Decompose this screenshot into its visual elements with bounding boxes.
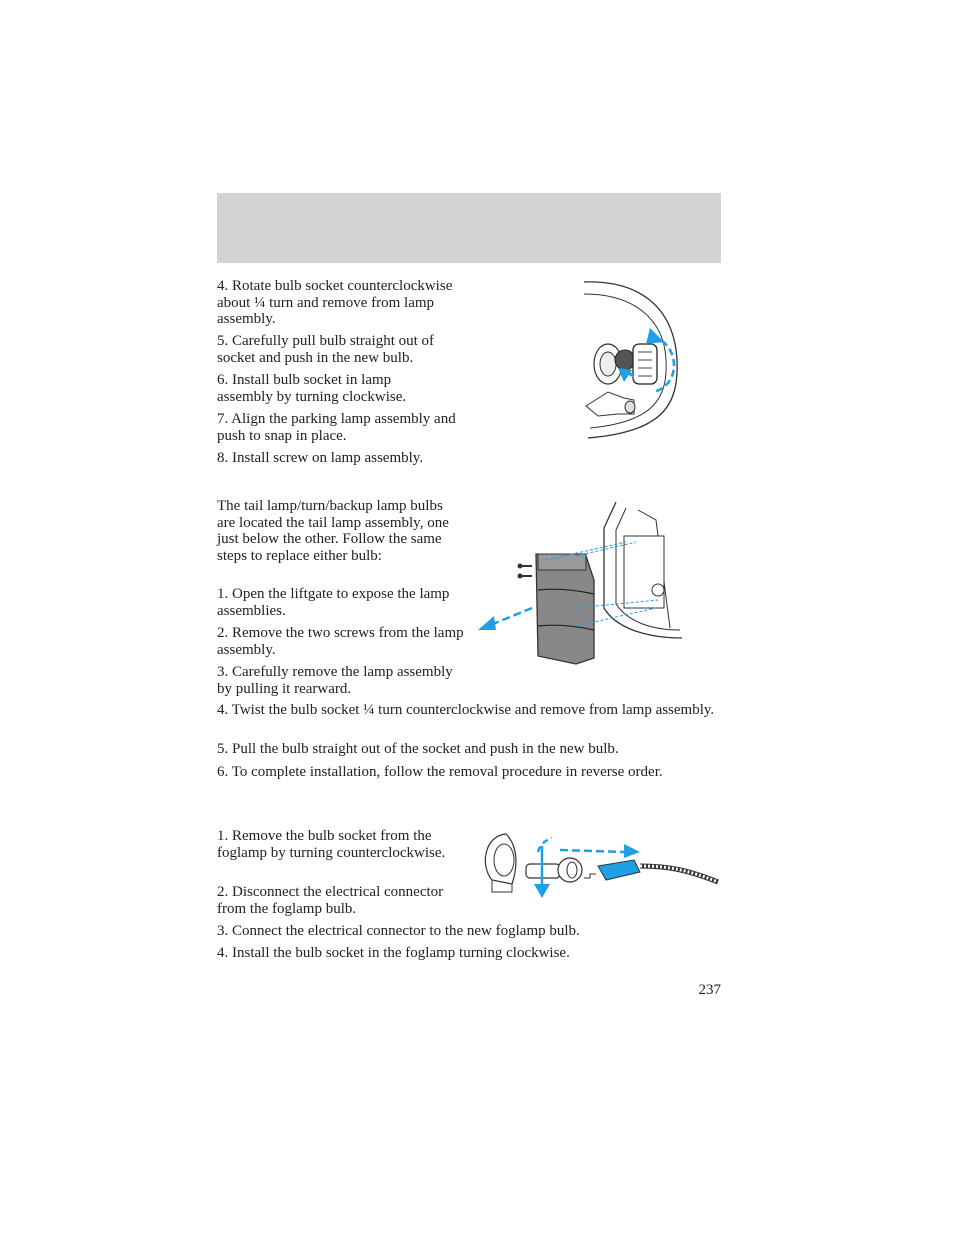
step-pull-bulb: 5. Carefully pull bulb straight out of socket and push in the new bulb. [217,333,435,366]
parking-lamp-socket-illustration [578,280,723,445]
step-disconnect-connector: 2. Disconnect the electrical connector from the foglamp bulb. [217,884,444,917]
step-remove-foglamp-socket: 1. Remove the bulb socket from the foglamp by turning counterclockwise. [217,828,446,861]
foglamp-socket-illustration [478,826,724,900]
step-install-foglamp-socket: 4. Install the bulb socket in the foglamp turning clockwise. [217,945,570,961]
section-header-band [217,193,721,263]
step-pull-bulb-out: 5. Pull the bulb straight out of the socket and push in the new bulb. [217,741,619,757]
step-rotate-socket: 4. Rotate bulb socket counterclockwise about ¼ turn and remove from lamp assembly. [217,278,453,327]
step-twist-bulb-socket: 4. Twist the bulb socket ¼ turn counterclockwise and remove from lamp assembly. [217,702,715,718]
step-remove-screws: 2. Remove the two screws from the lamp assembly. [217,625,464,658]
tail-lamp-assembly-illustration [476,498,686,668]
step-remove-lamp-assembly: 3. Carefully remove the lamp assembly by pulling it rearward. [217,664,453,697]
step-open-liftgate: 1. Open the liftgate to expose the lamp assemblies. [217,586,450,619]
step-install-screw: 8. Install screw on lamp assembly. [217,450,424,466]
step-connect-connector: 3. Connect the electrical connector to the new foglamp bulb. [217,923,580,939]
tail-lamp-intro: The tail lamp/turn/backup lamp bulbs are located the tail lamp assembly, one just below the other. Follow the same steps to replace either bulb: [217,498,449,564]
step-align-parking-lamp: 7. Align the parking lamp assembly and push to snap in place. [217,411,456,444]
page-number: 237 [698,982,721,998]
step-install-socket: 6. Install bulb socket in lamp assembly by turning clockwise. [217,372,407,405]
step-reverse-installation: 6. To complete installation, follow the removal procedure in reverse order. [217,764,663,780]
